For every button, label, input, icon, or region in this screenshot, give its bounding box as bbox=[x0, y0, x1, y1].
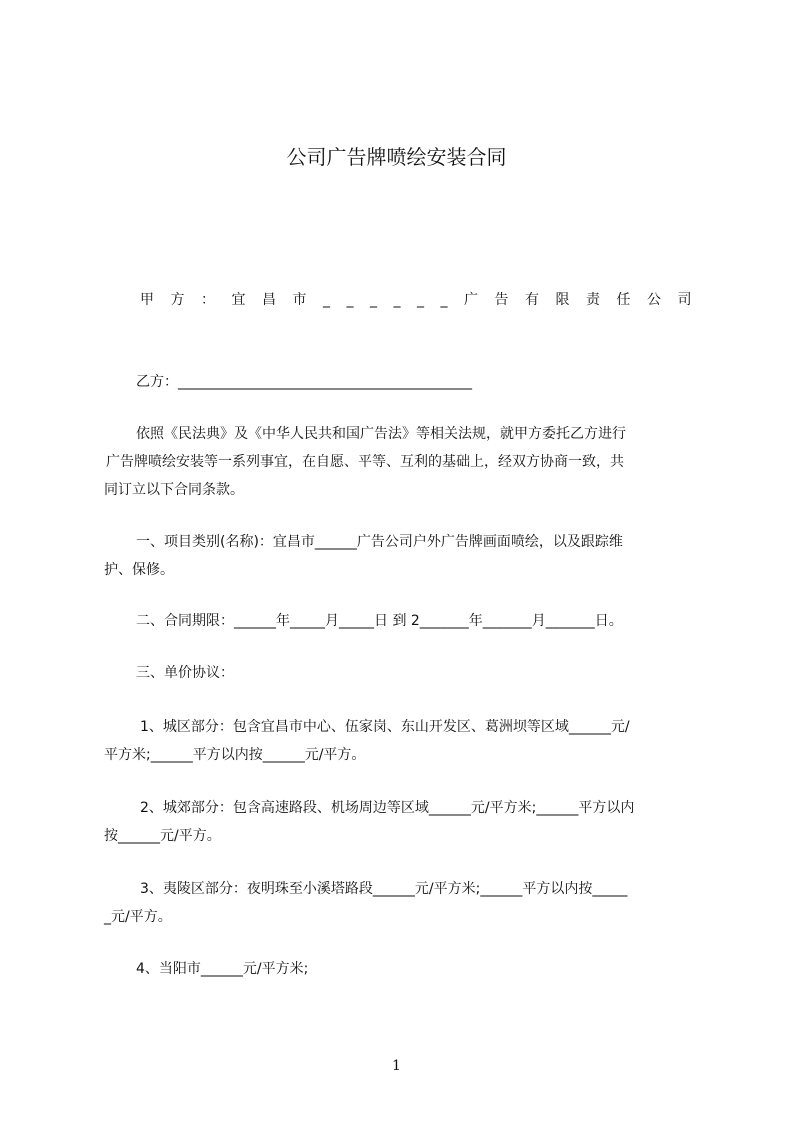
intro-line-3: 同订立以下合同条款。 bbox=[104, 482, 244, 498]
intro-line-2: 广告牌喷绘安装等一系列事宜，在自愿、平等、互利的基础上，经双方协商一致，共 bbox=[106, 454, 624, 470]
party-b-line: 乙方：__________________________________________ bbox=[136, 374, 472, 390]
party-a-line: 甲方：宜昌市______广告有限责任公司 bbox=[140, 292, 708, 308]
clause-1-line-2: 护、保修。 bbox=[104, 562, 174, 578]
price-2-line-2: 按______元/平方。 bbox=[104, 828, 221, 844]
price-2-line-1: 2、城郊部分：包含高速路段、机场周边等区域______元/平方米;______平方以内 bbox=[140, 800, 635, 816]
price-1-line-2: 平方米;______平方以内按______元/平方。 bbox=[104, 747, 366, 763]
clause-2-line: 二、合同期限：______年_____月_____日 到 2_______年_______月_______日。 bbox=[136, 613, 623, 629]
page-title: 公司广告牌喷绘安装合同 bbox=[286, 145, 507, 169]
price-3-line-2: _元/平方。 bbox=[104, 909, 172, 925]
price-3-line-1: 3、夷陵区部分：夜明珠至小溪塔路段______元/平方米;______平方以内按_____ bbox=[140, 881, 628, 897]
intro-line-1: 依照《民法典》及《中华人民共和国广告法》等相关法规，就甲方委托乙方进行 bbox=[136, 426, 626, 442]
page-number: 1 bbox=[392, 1058, 401, 1074]
clause-3-heading: 三、单价协议： bbox=[136, 665, 234, 681]
price-4-line: 4、当阳市______元/平方米; bbox=[136, 961, 309, 977]
price-1-line-1: 1、城区部分：包含宜昌市中心、伍家岗、东山开发区、葛洲坝等区域______元/ bbox=[140, 719, 630, 735]
clause-1-line-1: 一、项目类别(名称)：宜昌市______广告公司户外广告牌画面喷绘，以及跟踪维 bbox=[136, 534, 623, 550]
